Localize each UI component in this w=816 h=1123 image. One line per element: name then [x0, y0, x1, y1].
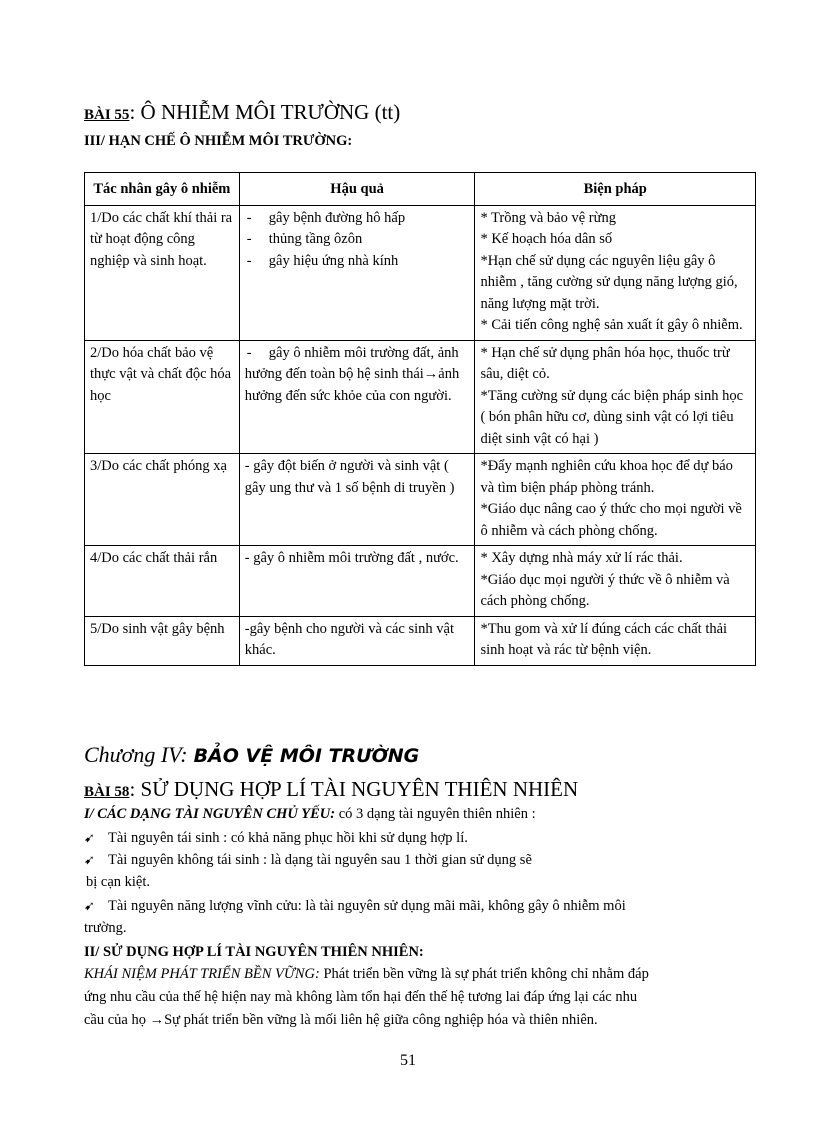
definition-label: KHÁI NIỆM PHÁT TRIỂN BỀN VỮNG: — [84, 966, 320, 982]
pollution-table — [84, 172, 756, 666]
paragraph-line: cầu của họ →Sự phát triển bền vững là mối liên hệ giữa công nghiệp hóa và thiên nhiên. — [84, 1012, 598, 1028]
bullet-text-continued: trường. — [84, 920, 127, 936]
chapter-title: BẢO VỆ MÔI TRƯỜNG — [193, 745, 420, 767]
header-effects: Hậu quả — [239, 173, 475, 206]
section-3-heading: III/ HẠN CHẾ Ô NHIỄM MÔI TRƯỜNG: — [84, 133, 353, 149]
lesson-name: : Ô NHIỄM MÔI TRƯỜNG (tt) — [129, 100, 401, 124]
header-measures: Biện pháp — [475, 173, 756, 206]
agent-cell: 3/Do các chất phóng xạ — [85, 454, 240, 546]
measure-item: * Xây dựng nhà máy xử lí rác thải. — [480, 550, 683, 566]
measures-cell — [475, 205, 756, 340]
lesson-name: : SỬ DỤNG HỢP LÍ TÀI NGUYÊN THIÊN NHIÊN — [129, 777, 579, 801]
measure-item: *Tăng cường sử dụng các biện pháp sinh học ( bón phân hữu cơ, dùng sinh vật có lợi tiêu diệt sinh vật có hại ) — [480, 387, 744, 447]
chapter-label: Chương IV: — [84, 742, 188, 767]
bullet-text: Tài nguyên năng lượng vĩnh cửu: là tài nguyên sử dụng mãi mãi, không gây ô nhiễm môi — [108, 898, 626, 914]
effects-cell — [239, 616, 475, 665]
list-item — [84, 830, 468, 847]
measures-cell — [475, 340, 756, 454]
table-row — [85, 340, 756, 454]
measures-cell — [475, 454, 756, 546]
measure-item: *Hạn chế sử dụng các nguyên liệu gây ô nhiễm , tăng cường sử dụng năng lượng gió, năng lượng mặt trời. — [480, 252, 738, 312]
effect-item: - gây ô nhiễm môi trường đất , nước. — [244, 550, 459, 566]
agent-cell: 1/Do các chất khí thải ra từ hoạt động công nghiệp và sinh hoạt. — [85, 205, 240, 340]
table-header-row — [85, 173, 756, 206]
measure-item: *Giáo dục nâng cao ý thức cho mọi người về ô nhiễm và cách phòng chống. — [480, 501, 742, 539]
table-row — [85, 205, 756, 340]
section-2-heading: II/ SỬ DỤNG HỢP LÍ TÀI NGUYÊN THIÊN NHIÊN: — [84, 944, 424, 960]
lesson-number: BÀI 58 — [84, 784, 130, 800]
page-number: 51 — [400, 1052, 416, 1069]
chapter-heading — [84, 742, 419, 768]
bullet-text: Tài nguyên tái sinh : có khả năng phục hồi khi sử dụng hợp lí. — [108, 830, 468, 846]
measures-cell — [475, 546, 756, 617]
agent-cell: 2/Do hóa chất bảo vệ thực vật và chất độc hóa học — [85, 340, 240, 454]
section-1-heading — [84, 806, 536, 823]
section-1-title: I/ CÁC DẠNG TÀI NGUYÊN CHỦ YẾU: — [84, 806, 336, 822]
effects-cell — [239, 205, 475, 340]
lesson-58-title — [84, 777, 578, 802]
pointing-arrow-icon: ➹ — [84, 852, 95, 867]
measure-item: *Thu gom và xử lí đúng cách các chất thải sinh hoạt và rác từ bệnh viện. — [480, 620, 728, 658]
effect-item: -gây bệnh cho người và các sinh vật khác. — [244, 620, 454, 658]
list-item — [84, 852, 532, 869]
lesson-number: BÀI 55 — [84, 107, 130, 123]
agent-cell: 5/Do sinh vật gây bệnh — [85, 616, 240, 665]
header-agent: Tác nhân gây ô nhiễm — [85, 173, 240, 206]
section-1-intro: có 3 dạng tài nguyên thiên nhiên : — [335, 806, 536, 822]
table-row — [85, 546, 756, 617]
paragraph-line — [84, 966, 649, 983]
effects-cell — [239, 546, 475, 617]
measure-item: * Trồng và bảo vệ rừng — [480, 209, 616, 226]
effect-item: - thủng tầng ôzôn — [245, 229, 470, 251]
measure-item: * Cải tiến công nghệ sản xuất ít gây ô nhiễm. — [480, 317, 743, 333]
effect-item: - gây ô nhiễm môi trường đất, ảnh hưởng đến toàn bộ hệ sinh thái→ảnh hưởng đến sức khỏe của con người. — [245, 343, 470, 408]
pointing-arrow-icon: ➹ — [84, 830, 95, 845]
effect-item: - gây đột biến ở người và sinh vật ( gây ung thư và 1 số bệnh di truyền ) — [244, 458, 455, 496]
measure-item: * Kế hoạch hóa dân số — [480, 231, 613, 247]
paragraph-text: Phát triển bền vững là sự phát triển không chỉ nhằm đáp — [319, 966, 649, 982]
table-row — [85, 616, 756, 665]
bullet-text-continued: bị cạn kiệt. — [86, 874, 151, 890]
effect-item: - gây bệnh đường hô hấp — [245, 208, 470, 230]
effect-item: - gây hiệu ứng nhà kính — [245, 251, 470, 273]
measure-item: * Hạn chế sử dụng phân hóa học, thuốc trừ sâu, diệt cỏ. — [480, 344, 730, 382]
bullet-text: Tài nguyên không tái sinh : là dạng tài nguyên sau 1 thời gian sử dụng sẽ — [108, 852, 532, 868]
table-row — [85, 454, 756, 546]
paragraph-line: ứng nhu cầu của thế hệ hiện nay mà không làm tổn hại đến thế hệ tương lai đáp ứng lại các nhu — [84, 989, 638, 1005]
measure-item: *Đẩy mạnh nghiên cứu khoa học để dự báo và tìm biện pháp phòng tránh. — [480, 458, 733, 496]
effects-cell — [239, 454, 475, 546]
measure-item: *Giáo dục mọi người ý thức về ô nhiễm và cách phòng chống. — [480, 571, 730, 609]
lesson-55-title — [84, 100, 400, 125]
agent-cell: 4/Do các chất thải rắn — [85, 546, 240, 617]
pointing-arrow-icon: ➹ — [84, 898, 95, 913]
effects-cell — [239, 340, 475, 454]
list-item — [84, 898, 626, 915]
measures-cell — [475, 616, 756, 665]
